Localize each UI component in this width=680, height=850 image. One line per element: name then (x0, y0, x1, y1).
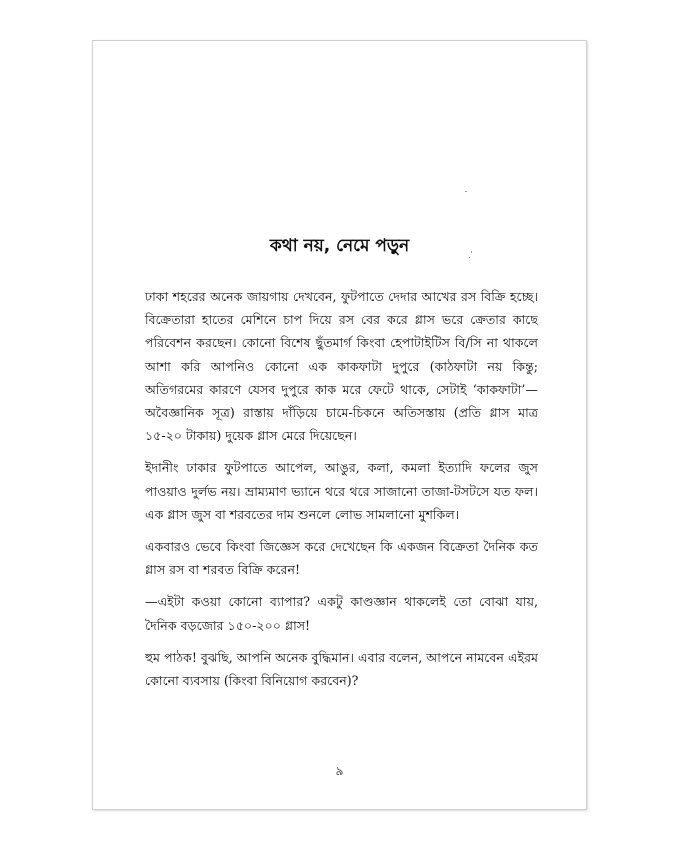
paragraph-2: ইদানীং ঢাকার ফুটপাতে আপেল, আঙুর, কলা, কমলা ইত্যাদি ফলের জুস পাওয়াও দুর্লভ নয়। ভ্রাম্যমাণ ভ্যানে থরে থরে সাজানো তাজা-টসটসে যত ফল। এক গ্লাস জুস বা শরবতের দাম শুনলে লোভ সামলানো মুশকিল। (145, 460, 538, 522)
print-speck (469, 257, 470, 258)
print-speck (465, 191, 467, 192)
print-speck (471, 251, 472, 253)
page-number: ৯ (335, 764, 344, 778)
paragraph-1: ঢাকা শহরের অনেক জায়গায় দেখবেন, ফুটপাতে দেদার আখের রস বিক্রি হচ্ছে। বিক্রেতারা হাতের মেশিনে চাপ দিয়ে রস বের করে গ্লাস ভরে ক্রেতার কাছে পরিবেশন করছেন। কোনো বিশেষ ছুঁতমার্গ কিংবা হেপাটাইটিস বি/সি না থাকলে আশা করি আপনিও কোনো এক কাকফাটা দুপুরে (কাঠফাটা নয় কিন্তু; অতিগরমের কারণে যেসব দুপুরে কাক মরে ফেটে থাকে, সেটাই ‘কাকফাটা’—অবৈজ্ঞানিক সূত্র) রাস্তায় দাঁড়িয়ে চামে-চিকনে অতিসস্তায় (প্রতি গ্লাস মাত্র ১৫-২০ টাকায়) দুয়েক গ্লাস মেরে দিয়েছেন। (145, 289, 538, 444)
body-text (145, 285, 538, 701)
paragraph-4: —এইটা কওয়া কোনো ব্যাপার? একটু কাণ্ডজ্ঞান থাকলেই তো বোঝা যায়, দৈনিক বড়জোর ১৫০-২০০ গ্লাস! (145, 594, 538, 633)
chapter-title: কথা নয়, নেমে পড়ুন (269, 236, 410, 256)
paragraph-5: হুম পাঠক! বুঝছি, আপনি অনেক বুদ্ধিমান। এবার বলেন, আপনে নামবেন এইরম কোনো ব্যবসায় (কিংবা বিনিয়োগ করবেন)? (145, 649, 538, 689)
book-page (92, 40, 587, 810)
paragraph-3: একবারও ভেবে কিংবা জিজ্ঞেস করে দেখেছেন কি একজন বিক্রেতা দৈনিক কত গ্লাস রস বা শরবত বিক্রি করেন! (145, 539, 538, 578)
